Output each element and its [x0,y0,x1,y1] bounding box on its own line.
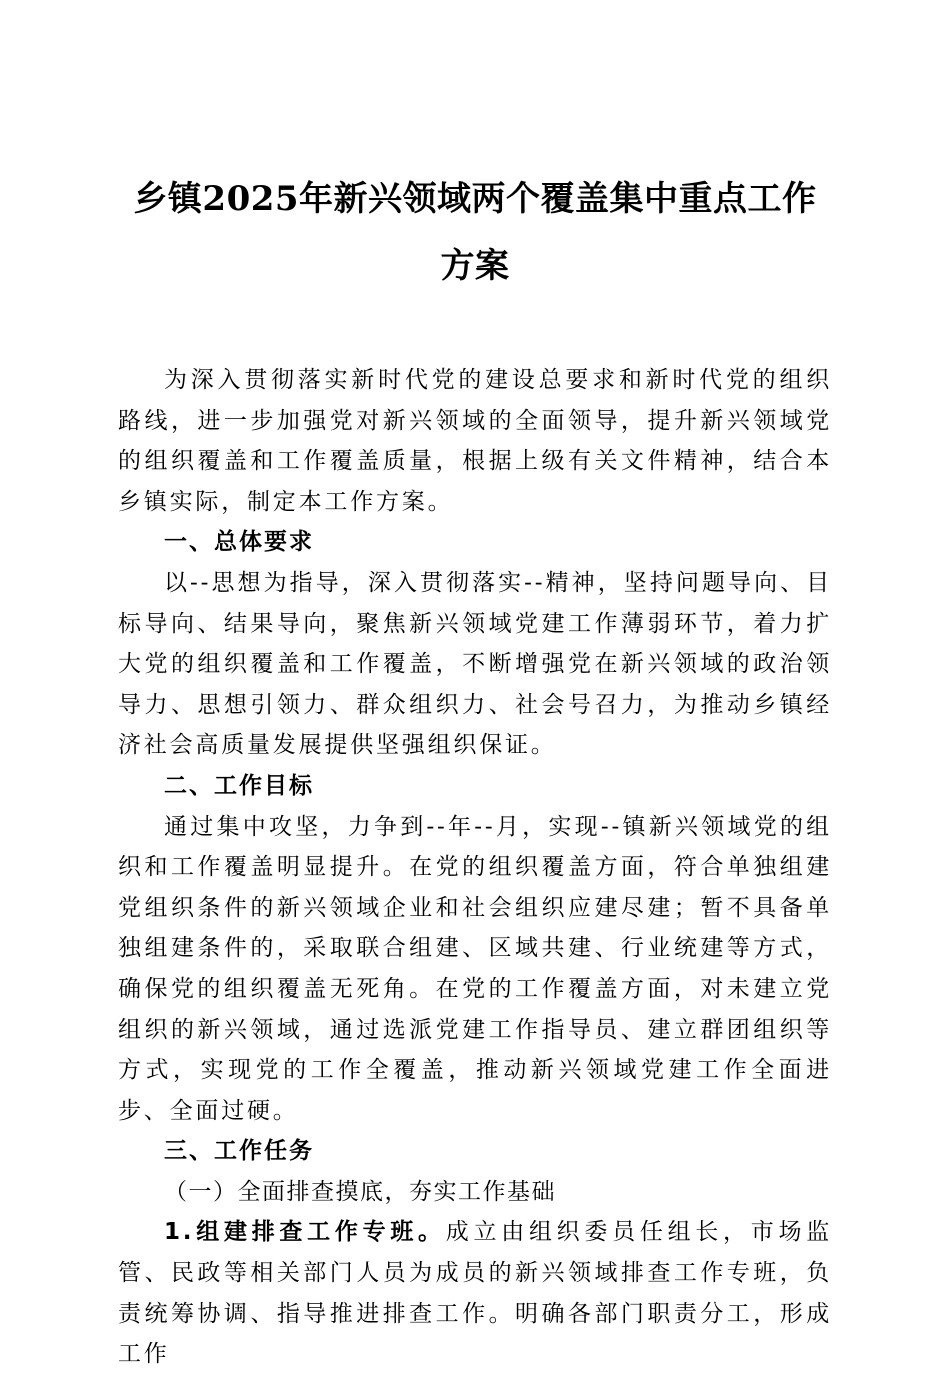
document-body [118,360,832,1375]
task-item-1-text: 成立由组织委员任组长，市场监管、民政等相关部门人员为成员的新兴领域排查工作专班，负责统筹协调、指导推进排查工作。明确各部门职责分工，形成工作 [118,1219,832,1368]
section-heading-general-requirements: 一、总体要求 [164,529,314,556]
section-general-requirements-text: 以--思想为指导，深入贯彻落实--精神，坚持问题导向、目标导向、结果导向，聚焦新兴领域党建工作薄弱环节，着力扩大党的组织覆盖和工作覆盖，不断增强党在新兴领域的政治领导力、思想引领力、群众组织力、社会号召力，为推动乡镇经济社会高质量发展提供坚强组织保证。 [118,569,832,759]
document-title: 乡镇2025年新兴领域两个覆盖集中重点工作方案 [133,179,817,286]
intro-paragraph: 为深入贯彻落实新时代党的建设总要求和新时代党的组织路线，进一步加强党对新兴领域的全面领导，提升新兴领域党的组织覆盖和工作覆盖质量，根据上级有关文件精神，结合本乡镇实际，制定本工作方案。 [118,367,832,515]
task-item-1-lead: 1.组建排查工作专班。 [164,1219,446,1246]
subsection-heading-survey: （一）全面排查摸底，夯实工作基础 [164,1178,556,1205]
section-heading-work-goals: 二、工作目标 [164,772,314,799]
task-item-1 [118,1212,832,1374]
section-heading-work-tasks: 三、工作任务 [164,1138,314,1165]
section-work-goals-text: 通过集中攻坚，力争到--年--月，实现--镇新兴领域党的组织和工作覆盖明显提升。在党的组织覆盖方面，符合单独组建党组织条件的新兴领域企业和社会组织应建尽建；暂不具备单独组建条件的，采取联合组建、区域共建、行业统建等方式，确保党的组织覆盖无死角。在党的工作覆盖方面，对未建立党组织的新兴领域，通过选派党建工作指导员、建立群团组织等方式，实现党的工作全覆盖，推动新兴领域党建工作全面进步、全面过硬。 [118,813,832,1124]
